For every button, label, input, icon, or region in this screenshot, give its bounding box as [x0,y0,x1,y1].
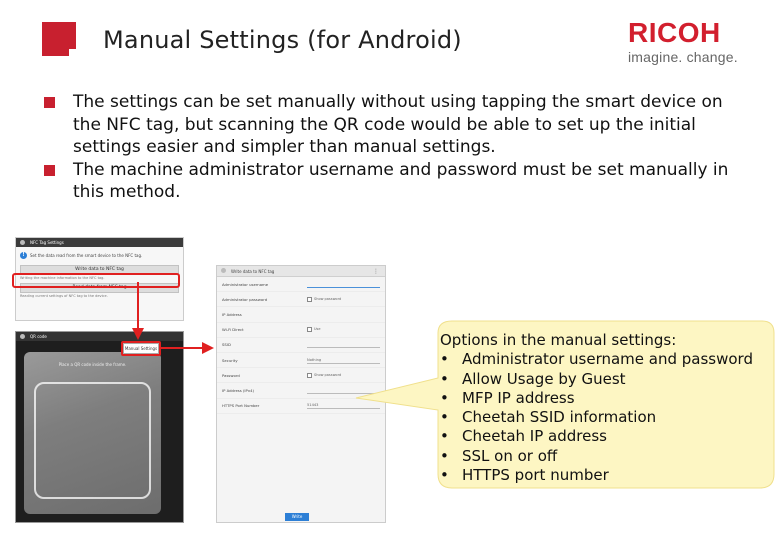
overflow-menu-icon[interactable]: ⋮ [373,268,379,275]
qr-scan-instruction: Place a QR code inside the frame. [58,362,127,367]
option-item: • SSL on or off [440,447,775,466]
manual-settings-button[interactable]: Manual Settings [123,343,159,354]
option-item: • MFP IP address [440,389,775,408]
logo-wordmark: RICOH [628,17,721,48]
field-label: SSID [222,342,231,348]
write-nfc-hint: Writing the machine information to the NFC tag. [20,276,105,280]
option-item: • Administrator username and password [440,350,775,369]
field-label: Wi-Fi Direct [222,327,244,333]
option-item: • Allow Usage by Guest [440,370,775,389]
write-nfc-button[interactable]: Write data to NFC tag [20,265,179,275]
bullet-item: The settings can be set manually without using tapping the smart device on the NFC tag, but scanning the QR code would be able to set up the initial settings easier and simpler than manual settings. [42,91,742,159]
callout-content [440,331,775,485]
logo-tagline: imagine. change. [628,49,738,65]
form-screen-title: Write data to NFC tag [231,269,275,274]
slide-title: Manual Settings (for Android) [103,26,462,54]
read-nfc-hint: Reading current settings of NFC tag to the device. [20,294,108,298]
wifi-direct-checkbox[interactable]: Use [307,326,380,333]
field-label: Administrator username [222,281,269,287]
bullet-item: The machine administrator username and password must be set manually in this method. [42,159,742,204]
qr-screen-title: QR code [30,334,47,339]
field-label: IP Address [222,311,242,317]
nfc-screen-title: NFC Tag Settings [30,240,64,245]
option-item: • Cheetah SSID information [440,408,775,427]
field-label: Administrator password [222,296,268,302]
callout-title: Options in the manual settings: [440,331,677,349]
security-select[interactable]: Nothing [307,357,380,364]
write-button[interactable]: Write [285,513,309,521]
nfc-info-text: Set the data read from the smart device to the NFC tag. [30,253,143,258]
info-icon: ! [20,252,27,259]
read-nfc-button[interactable]: Read data from NFC tag [20,283,179,293]
field-label: Password [222,372,240,378]
option-item: • Cheetah IP address [440,427,775,446]
https-port-input[interactable]: 51443 [307,402,380,409]
field-label: HTTPS Port Number [222,403,260,409]
show-password-checkbox[interactable]: Show password [307,372,380,379]
field-label: Security [222,357,238,363]
field-label: IP Address (IPv4) [222,387,254,393]
option-item: • HTTPS port number [440,466,775,485]
show-password-checkbox[interactable]: Show password [307,296,380,303]
